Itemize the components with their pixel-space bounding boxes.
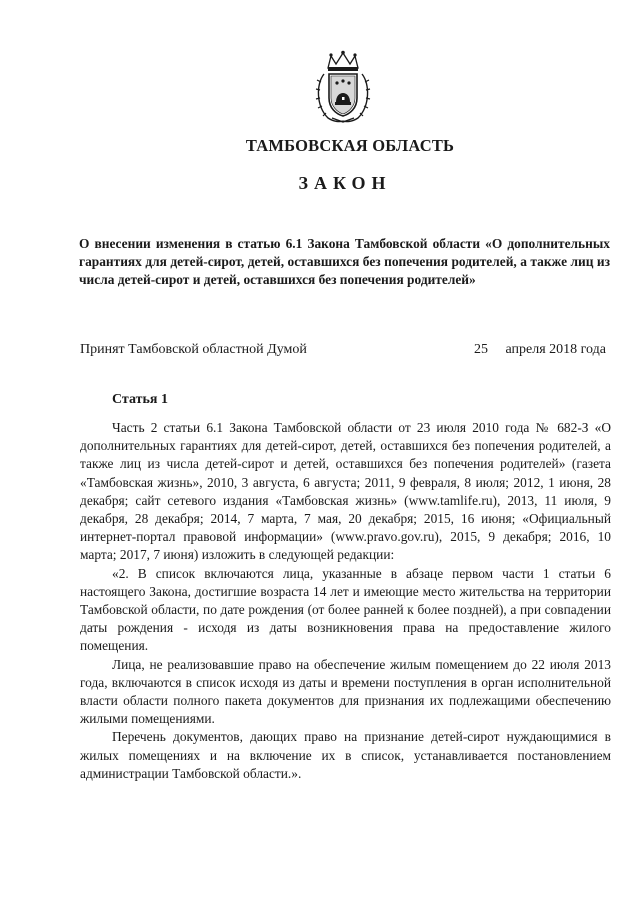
adoption-date: 25 апреля 2018 года xyxy=(474,342,606,357)
paragraph: Лица, не реализовавшие право на обеспечение жилым помещением до 22 июля 2013 года, включаются в список исходя из даты и времени поступления в орган исполнительной власти области полного пакета документов для признания их подлежащими обеспечению жилыми помещениями. xyxy=(80,656,611,727)
paragraph: Часть 2 статьи 6.1 Закона Тамбовской области от 23 июля 2010 года № 682-З «О дополнительных гарантиях для детей-сирот, детей, оставшихся без попечения родителей, а также лиц из числа детей-сирот и детей, оставшихся без попечения родителей» (газета «Тамбовская жизнь», 2010, 3 августа, 6 августа; 2011, 9 февраля, 8 июля; 2012, 1 июня, 28 декабря; сайт сетевого издания «Тамбовская жизнь» (www.tamlife.ru), 2013, 11 июля, 9 декабря, 28 декабря; 2014, 7 марта, 7 мая, 20 декабря; 2015, 16 июня; «Официальный интернет-портал правовой информации» (www.pravo.gov.ru), 2015, 9 декабря; 2016, 10 марта; 2017, 7 июня) изложить в следующей редакции: xyxy=(80,420,611,563)
article-heading: Статья 1 xyxy=(112,392,168,407)
region-name: ТАМБОВСКАЯ ОБЛАСТЬ xyxy=(245,136,455,155)
paragraph: Перечень документов, дающих право на признание детей-сирот нуждающимися в жилых помещениях и на включение их в список, устанавливается постановлением администрации Тамбовской области.». xyxy=(80,729,611,781)
adopted-by: Принят Тамбовской областной Думой xyxy=(80,342,307,357)
paragraph: «2. В список включаются лица, указанные в абзаце первом части 1 статьи 6 настоящего Закона, достигшие возраста 14 лет и имеющие место жительства на территории Тамбовской области, по дате рождения (от более ранней к более поздней), а при совпадении даты рождения - исходя из даты возникновения права на предоставление жилого помещения. xyxy=(80,565,611,654)
tambov-coat-of-arms-icon xyxy=(314,50,372,124)
law-title: О внесении изменения в статью 6.1 Закона Тамбовской области «О дополнительных гарантиях для детей-сирот, детей, оставшихся без попечения родителей, а также лиц из числа детей-сирот и детей, оставшихся без попечения родителей» xyxy=(79,236,610,287)
document-type: ЗАКОН xyxy=(298,173,392,193)
article-body xyxy=(80,419,611,783)
